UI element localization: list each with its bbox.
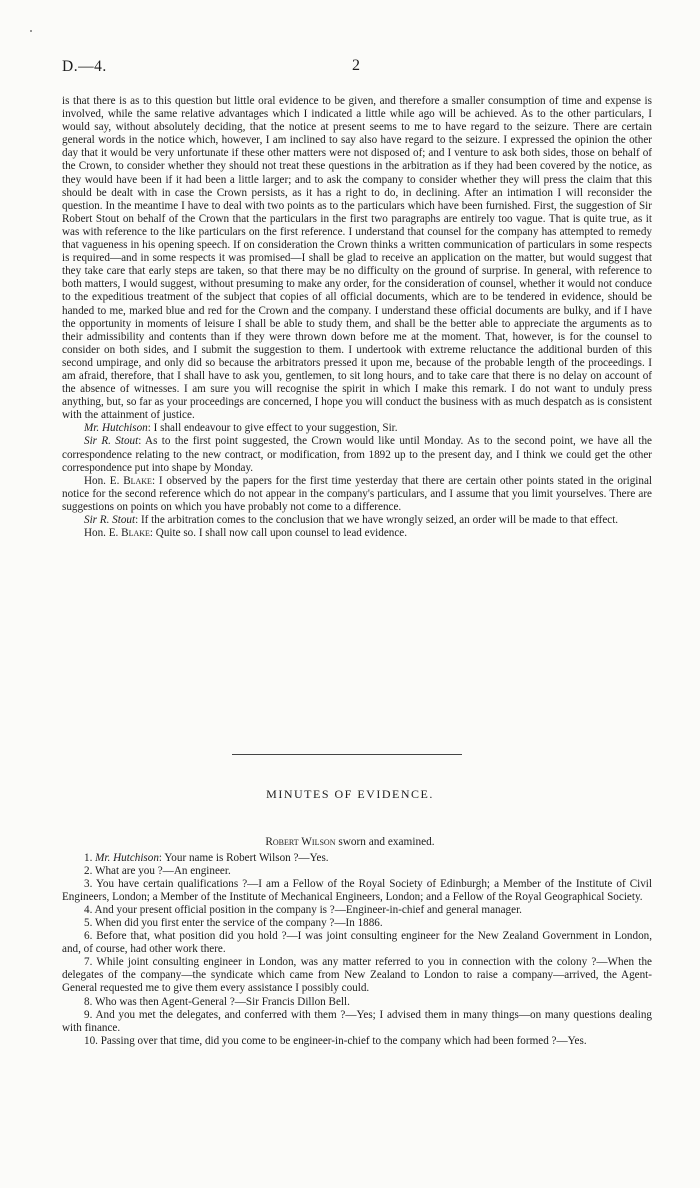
speaker-prefix: Hon. E. [84,474,120,487]
question-4: 4. And your present official position in the company is ?—Engineer-in-chief and general manager. [84,904,522,917]
statement-stout [62,435,652,474]
statement-text: : If the arbitration comes to the conclusion that we have wrongly seized, an order will be made to that effect. [135,514,619,526]
examiner-name: Mr. Hutchison [95,852,159,864]
speaker-name: Sir R. Stout [84,435,139,448]
question-9: 9. And you met the delegates, and conferred with them ?—Yes; I advised them in many things—on many questions dealing with finance. [62,1008,652,1034]
section-divider [232,754,462,755]
question-2: 2. What are you ?—An engineer. [84,865,231,878]
question-3: 3. You have certain qualifications ?—I am a Fellow of the Royal Society of Edinburgh; a Member of the Institute of Civil Engineers, London; a Member of the Institute of Mechanical Engineers, London; and a Fellow of the Royal Geographical Society. [62,878,652,904]
question-6: 6. Before that, what position did you hold ?—I was joint consulting engineer for the New Zealand Government in London, and, of course, had other work there. [62,930,652,956]
question-1 [62,852,652,865]
question-number: 1. [84,852,93,864]
question-7: 7. While joint consulting engineer in London, was any matter referred to you in connection with the colony ?—When the delegates of the company—the syndicate which came from New Zealand to London to raise a company—arrived, the Agent-General requested me to give them every assistance I possibly could. [62,956,652,995]
speaker-name: Mr. Hutchison [84,422,148,435]
statement-hutchison [62,422,652,435]
proceedings-text [62,95,652,540]
statement-stout-2 [62,514,652,527]
page-number: 2 [352,57,360,74]
page-speck [30,30,32,32]
statement-blake [62,475,652,514]
speaker-name: Sir R. Stout [84,514,136,526]
minutes-title: MINUTES OF EVIDENCE. [266,787,434,801]
question-5: 5. When did you first enter the service of the company ?—In 1886. [84,917,383,930]
statement-blake-2 [62,527,652,540]
statement-text: : Quite so. I shall now call upon counsel to lead evidence. [149,527,408,540]
question-8: 8. Who was then Agent-General ?—Sir Francis Dillon Bell. [84,995,350,1008]
evidence-list [62,852,652,1048]
speaker-name: Blake [123,474,152,487]
opening-paragraph: is that there is as to this question but little oral evidence to be given, and therefore a smaller consumption of time and expense is involved, while the same relative advantages which I indicated a little while ago will be achieved. As to the other particulars, I would say, without absolutely deciding, that the notice at present seems to me to have regard to the seizure. There are certain general words in the notice which, however, I am inclined to say also have regard to the seizure. I expressed the opinion the other day that it would be very unfortunate if these other matters were not disposed of; and I venture to ask both sides, those on behalf of the Crown, to consider whether they should not treat these questions in the arbitration as if they had been covered by the notice, as they would have been if it had been a little larger; and to ask the company to consider whether they will press the claim that this should be dealt with in case the Crown persists, as it has a right to do, in declining. After an intimation I will reconsider the question. In the meantime I have to deal with two points as to the particulars which have been furnished. First, the suggestion of Sir Robert Stout on behalf of the Crown that the particulars in the first two paragraphs are entirely too vague. That is quite true, as it was with reference to the like particulars on the first reference. I understand that counsel for the company has attempted to remedy that vagueness in his opening speech. If on consideration the Crown thinks a written communication of particulars in some respects is required—and in some respects it was promised—I shall be glad to receive an application on the matter, but would suggest that they take care that early steps are taken, so that there may be no difficulty on the ground of surprise. In general, with reference to both matters, I would suggest, without presuming to make any order, for the consideration of counsel, whether it would not conduce to the expeditious treatment of the subject that copies of all official documents, which are to be tendered in evidence, should be handed to me, marked blue and red for the Crown and the company. I understand these official documents are bulky, and if I have the opportunity in moments of leisure I shall be able to study them, and shall be the better able to appreciate the arguments as to their admissibility and contents than if they were thrown down before me at the moment. That, however, is for the counsel to consider on both sides, and I submit the suggestion to them. I undertook with extreme reluctance the additional burden of this second umpirage, and only did so because the arbitrators pressed it upon me, because of the probable length of the proceedings. I am afraid, therefore, that I shall have to ask you, gentlemen, to sit long hours, and to take care that there is no delay on account of the absence of witnesses. I am sure you will recognise the spirit in which I make this remark. I do not want to unduly press anything, but, so far as your proceedings are concerned, I hope you will conduct the business with as much despatch as is consistent with the attainment of justice. [62,95,652,422]
document-reference: D.—4. [62,58,107,75]
witness-status: sworn and examined. [338,836,435,848]
question-text: : Your name is Robert Wilson ?—Yes. [158,852,329,864]
question-10: 10. Passing over that time, did you come to be engineer-in-chief to the company which had been formed ?—Yes. [84,1034,587,1047]
speaker-prefix: Hon. E. [84,527,119,540]
witness-name: Robert Wilson [265,836,336,848]
statement-text: : I observed by the papers for the first time yesterday that there are certain other points stated in the original notice for the second reference which do not appear in the company's particulars, and I assume that you limit yourselves. There are suggestions on points on which you have probably not come to a difference. [62,474,652,513]
speaker-name: Blake [121,527,150,540]
witness-heading [0,836,700,848]
statement-text: : I shall endeavour to give effect to your suggestion, Sir. [147,422,398,435]
statement-text: : As to the first point suggested, the Crown would like until Monday. As to the second point, we have all the correspondence relating to the new contract, or modification, from 1892 up to the present day, and I think we could get the other correspondence put into shape by Monday. [62,435,652,474]
